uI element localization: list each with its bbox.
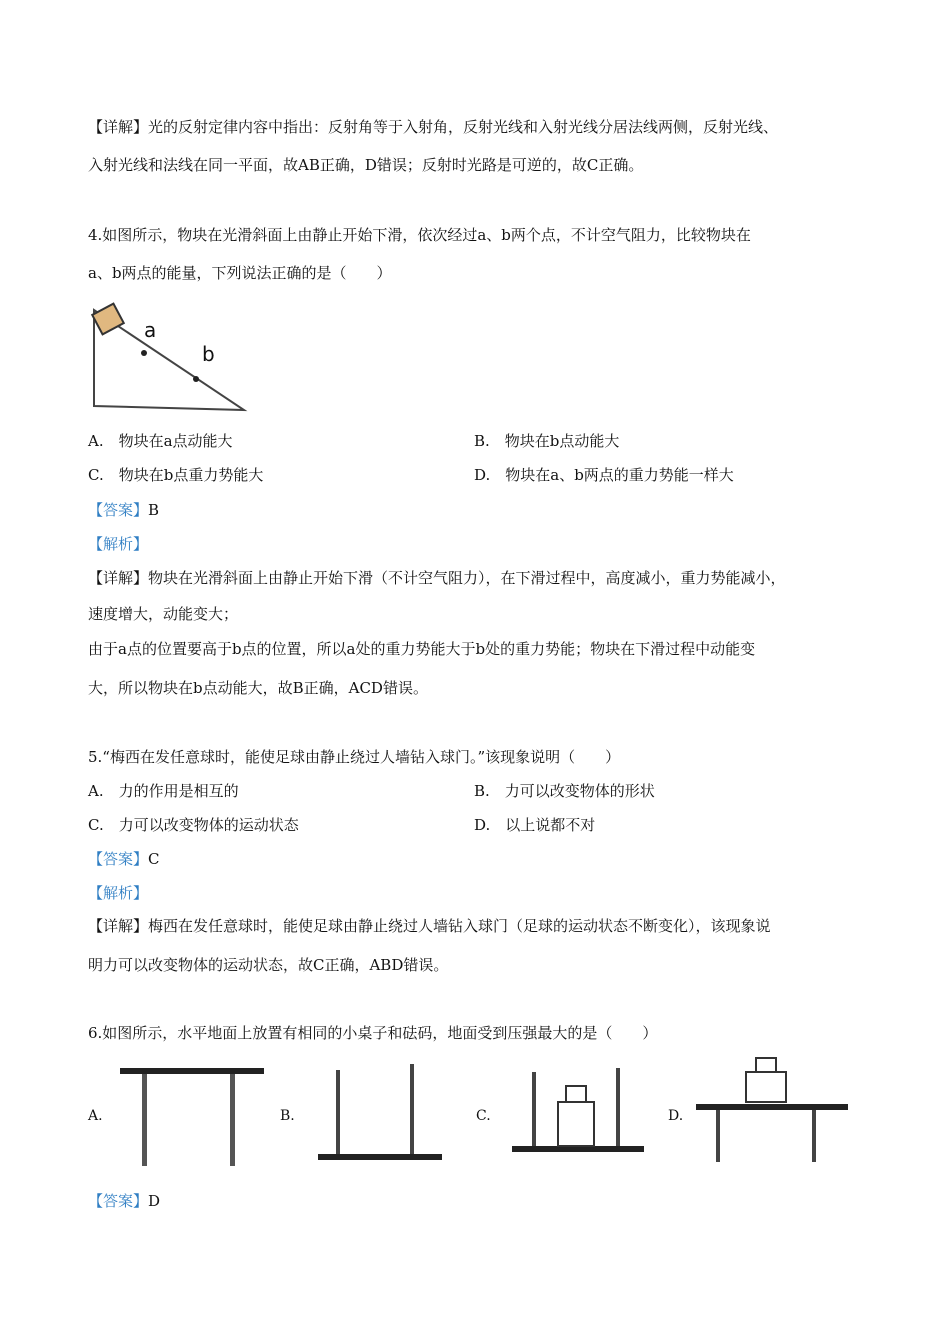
q4-detail-line4: 大，所以物块在b点动能大，故B正确，ACD错误。 <box>88 679 428 697</box>
q5-option-c: C. 力可以改变物体的运动状态 <box>88 816 299 834</box>
q6-figure-c-label: C. <box>476 1108 491 1124</box>
point-b-dot <box>193 376 199 382</box>
q4-detail-line1: 【详解】物块在光滑斜面上由静止开始下滑（不计空气阻力），在下滑过程中，高度减小，重力势能减小， <box>88 569 786 587</box>
table-leg <box>336 1070 340 1154</box>
q6-figure-b <box>316 1064 446 1164</box>
table-leg <box>410 1064 414 1154</box>
q3-detail-line2: 入射光线和法线在同一平面，故AB正确，D错误；反射时光路是可逆的，故C正确。 <box>88 156 644 174</box>
detail-tag: 【详解】 <box>88 118 149 136</box>
q4-stem-line2: a、b两点的能量，下列说法正确的是（ ） <box>88 264 392 282</box>
point-a-dot <box>141 350 147 356</box>
q6-answer: 【答案】D <box>88 1192 161 1210</box>
q4-option-b: B. 物块在b点动能大 <box>474 432 620 450</box>
q6-figure-d-label: D. <box>668 1108 684 1124</box>
weight-knob <box>756 1058 776 1072</box>
q4-option-c: C. 物块在b点重力势能大 <box>88 466 264 484</box>
table-leg <box>142 1074 147 1166</box>
q5-detail-line1: 【详解】梅西在发任意球时，能使足球由静止绕过人墙钻入球门（足球的运动状态不断变化），该现象说 <box>88 917 771 935</box>
sliding-block <box>92 304 124 335</box>
q3-detail-line1: 【详解】光的反射定律内容中指出：反射角等于入射角，反射光线和入射光线分居法线两侧，反射光线、 <box>88 118 779 136</box>
q5-analysis-tag: 【解析】 <box>88 884 149 902</box>
table-leg <box>230 1074 235 1166</box>
q5-option-a: A. 力的作用是相互的 <box>88 782 239 800</box>
weight-block <box>558 1102 594 1146</box>
incline-diagram <box>86 296 252 416</box>
q6-figure-a <box>118 1064 268 1168</box>
table-leg <box>616 1068 620 1146</box>
q5-detail-line2: 明力可以改变物体的运动状态，故C正确，ABD错误。 <box>88 956 449 974</box>
table-leg <box>532 1072 536 1146</box>
q4-answer: 【答案】B <box>88 501 160 519</box>
q5-option-d: D. 以上说都不对 <box>474 816 596 834</box>
answer-tag: 【答案】 <box>88 501 149 519</box>
table-leg <box>812 1110 816 1162</box>
q6-figure-a-label: A. <box>88 1108 103 1124</box>
q4-detail-line2: 速度增大，动能变大； <box>88 605 239 623</box>
q5-answer: 【答案】C <box>88 850 160 868</box>
q6-stem: 6.如图所示，水平地面上放置有相同的小桌子和砝码，地面受到压强最大的是（ ） <box>88 1024 658 1042</box>
q4-option-d: D. 物块在a、b两点的重力势能一样大 <box>474 466 734 484</box>
point-a-label: a <box>144 318 157 342</box>
table-top <box>120 1068 264 1074</box>
table-top <box>696 1104 848 1110</box>
q4-analysis-tag: 【解析】 <box>88 535 149 553</box>
table-leg <box>716 1110 720 1162</box>
q6-figure-b-label: B. <box>280 1108 295 1124</box>
weight-block <box>746 1072 786 1102</box>
q5-stem: 5.“梅西在发任意球时，能使足球由静止绕过人墙钻入球门。”该现象说明（ ） <box>88 748 621 766</box>
weight-knob <box>566 1086 586 1102</box>
q6-figure-d <box>694 1052 850 1164</box>
point-b-label: b <box>202 342 215 366</box>
q4-incline-figure <box>86 296 252 416</box>
table-top <box>318 1154 442 1160</box>
q4-stem-line1: 4.如图所示，物块在光滑斜面上由静止开始下滑，依次经过a、b两个点，不计空气阻力，比较物块在 <box>88 226 751 244</box>
q6-figure-c <box>510 1068 646 1158</box>
q4-detail-line3: 由于a点的位置要高于b点的位置，所以a处的重力势能大于b处的重力势能；物块在下滑过程中动能变 <box>88 640 756 658</box>
q4-option-a: A. 物块在a点动能大 <box>88 432 233 450</box>
q5-option-b: B. 力可以改变物体的形状 <box>474 782 655 800</box>
